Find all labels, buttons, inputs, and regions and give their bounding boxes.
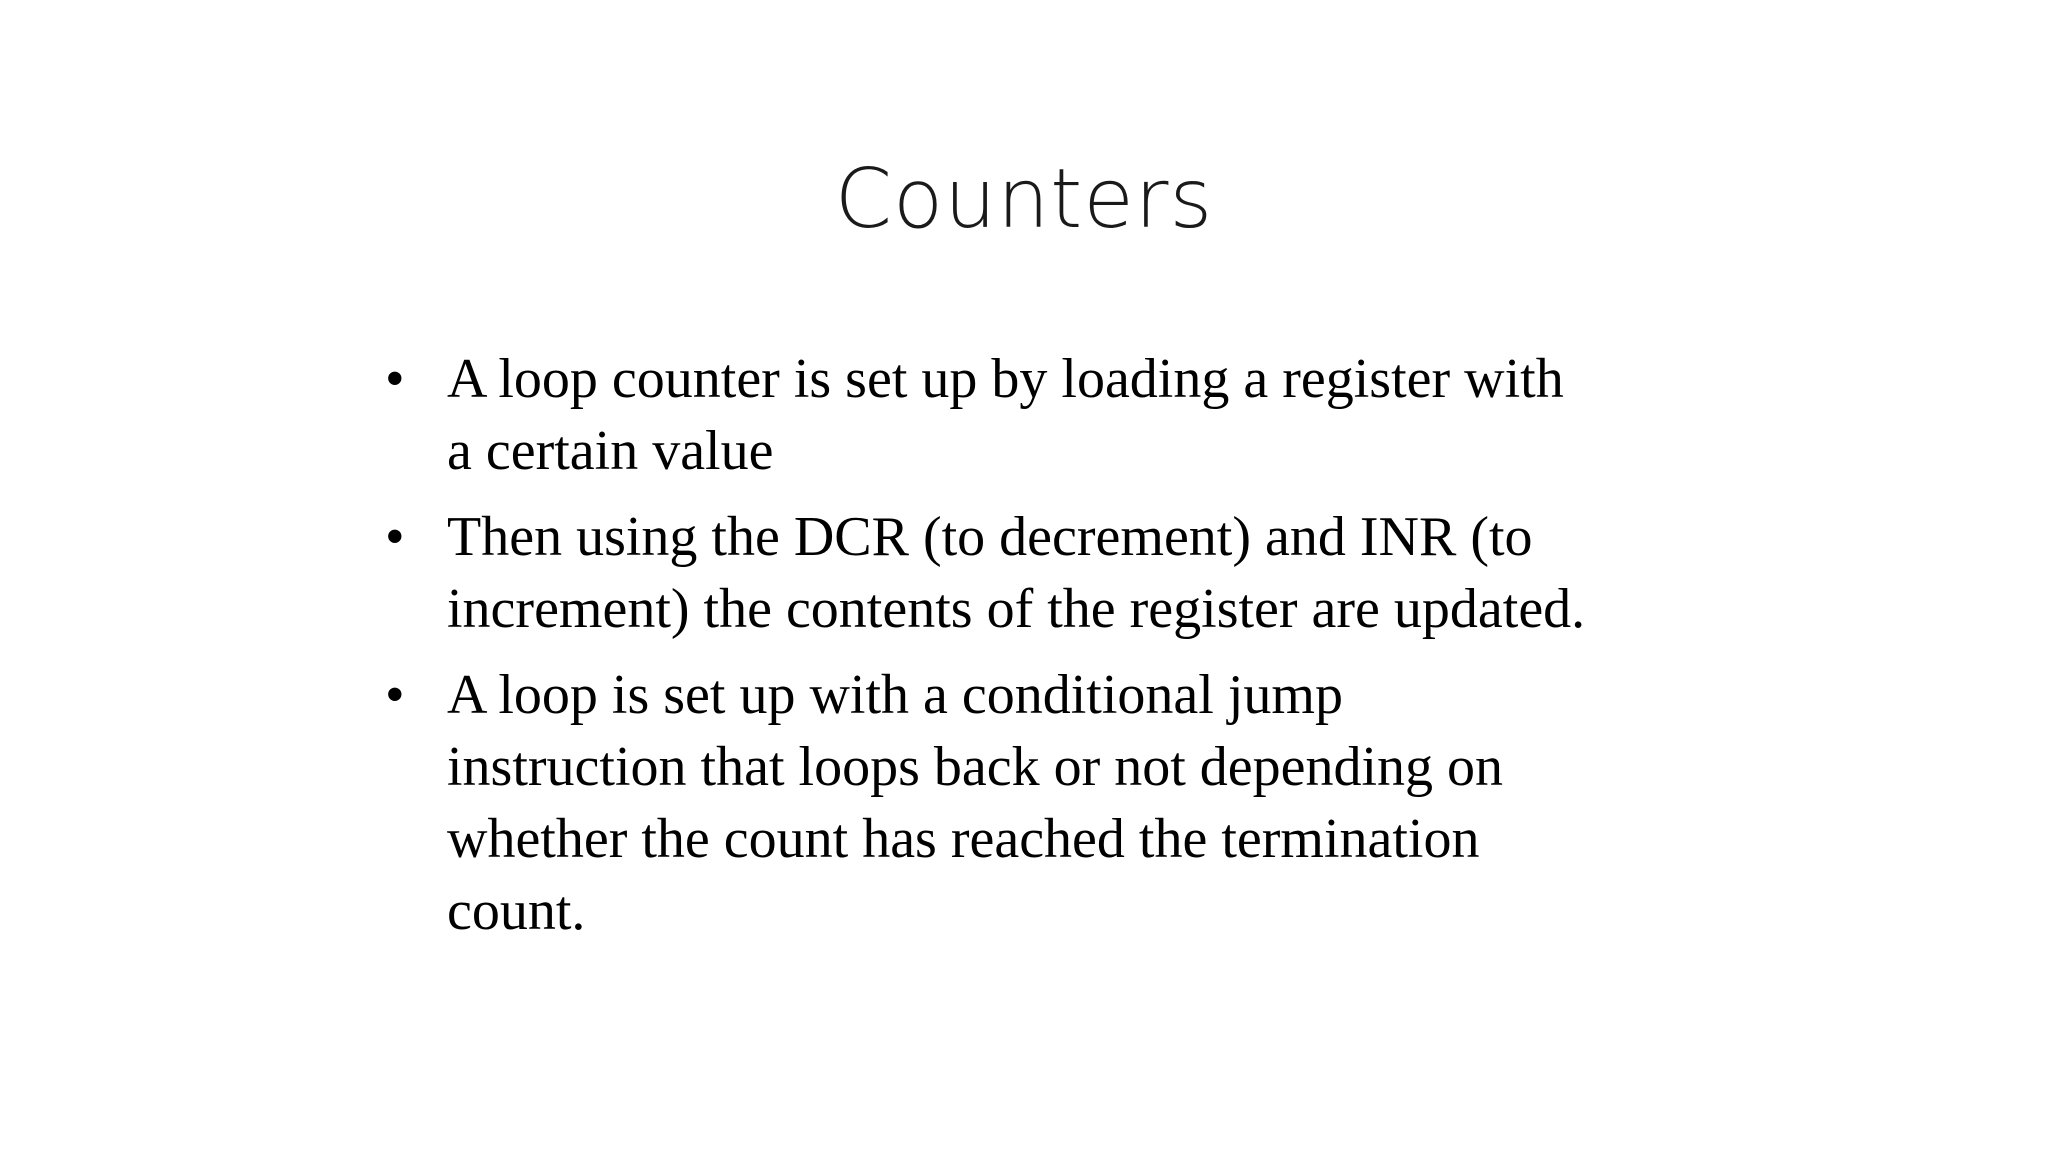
bullet-icon: • (385, 664, 405, 726)
bullet-text-line: Then using the DCR (to decrement) and INR (to (447, 506, 1533, 568)
bullet-icon: • (385, 348, 405, 410)
bullet-text-line: instruction that loops back or not depending on (447, 736, 1504, 798)
bullet-text-line: A loop is set up with a conditional jump (447, 664, 1343, 726)
bullet-icon: • (385, 506, 405, 568)
bullet-text-line: increment) the contents of the register are updated. (447, 578, 1586, 640)
bullet-text-line: a certain value (447, 420, 774, 482)
bullet-text-line: A loop counter is set up by loading a register with (447, 348, 1564, 410)
bullet-item (385, 343, 1715, 487)
bullet-item (385, 659, 1715, 947)
bullet-item (385, 501, 1715, 645)
bullet-list (385, 343, 1715, 961)
slide-title: Counters (834, 152, 1214, 247)
bullet-text-line: whether the count has reached the termination (447, 808, 1480, 870)
bullet-text-line: count. (447, 880, 586, 942)
